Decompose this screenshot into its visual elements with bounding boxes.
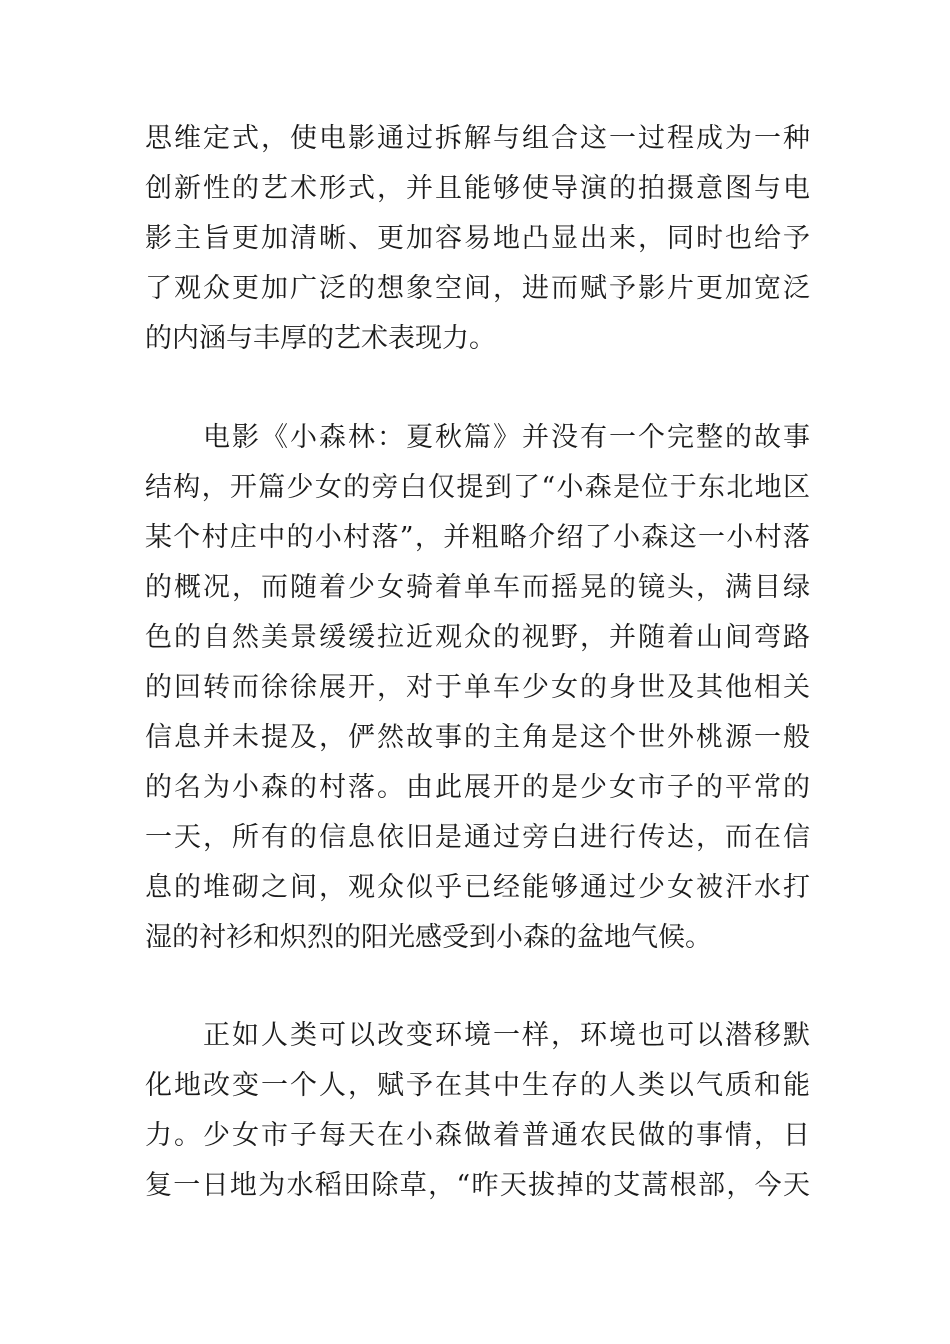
paragraph-line: 电影《小森林：夏秋篇》并没有一个完整的故事: [203, 422, 810, 453]
paragraph-1: [145, 114, 810, 364]
paragraph-2: [145, 413, 810, 963]
paragraph-line: 结构，开篇少女的旁白仅提到了“小森是位于东北地区: [145, 472, 810, 503]
paragraph-line: 的回转而徐徐展开，对于单车少女的身世及其他相关: [145, 672, 810, 703]
paragraph-line: 湿的衬衫和炽烈的阳光感受到小森的盆地气候。: [145, 922, 712, 953]
paragraph-line: 复一日地为水稻田除草，“昨天拔掉的艾蒿根部，今天: [145, 1170, 810, 1201]
paragraph-line: 思维定式，使电影通过拆解与组合这一过程成为一种: [145, 123, 810, 154]
paragraph-line: 的概况，而随着少女骑着单车而摇晃的镜头，满目绿: [145, 572, 810, 603]
paragraph-3: [145, 1011, 810, 1211]
paragraph-line: 了观众更加广泛的想象空间，进而赋予影片更加宽泛: [145, 273, 810, 304]
paragraph-line: 正如人类可以改变环境一样，环境也可以潜移默: [203, 1020, 810, 1051]
paragraph-line: 的名为小森的村落。由此展开的是少女市子的平常的: [145, 772, 810, 803]
paragraph-line: 色的自然美景缓缓拉近观众的视野，并随着山间弯路: [145, 622, 810, 653]
paragraph-line: 一天，所有的信息依旧是通过旁白进行传达，而在信: [145, 822, 810, 853]
paragraph-line: 力。少女市子每天在小森做着普通农民做的事情，日: [145, 1120, 810, 1151]
paragraph-line: 影主旨更加清晰、更加容易地凸显出来，同时也给予: [145, 223, 810, 254]
paragraph-line: 的内涵与丰厚的艺术表现力。: [145, 323, 496, 354]
paragraph-line: 信息并未提及，俨然故事的主角是这个世外桃源一般: [145, 722, 810, 753]
paragraph-line: 创新性的艺术形式，并且能够使导演的拍摄意图与电: [145, 173, 810, 204]
paragraph-line: 化地改变一个人，赋予在其中生存的人类以气质和能: [145, 1070, 810, 1101]
paragraph-line: 某个村庄中的小村落”，并粗略介绍了小森这一小村落: [145, 522, 810, 553]
paragraph-line: 息的堆砌之间，观众似乎已经能够通过少女被汗水打: [145, 872, 810, 903]
